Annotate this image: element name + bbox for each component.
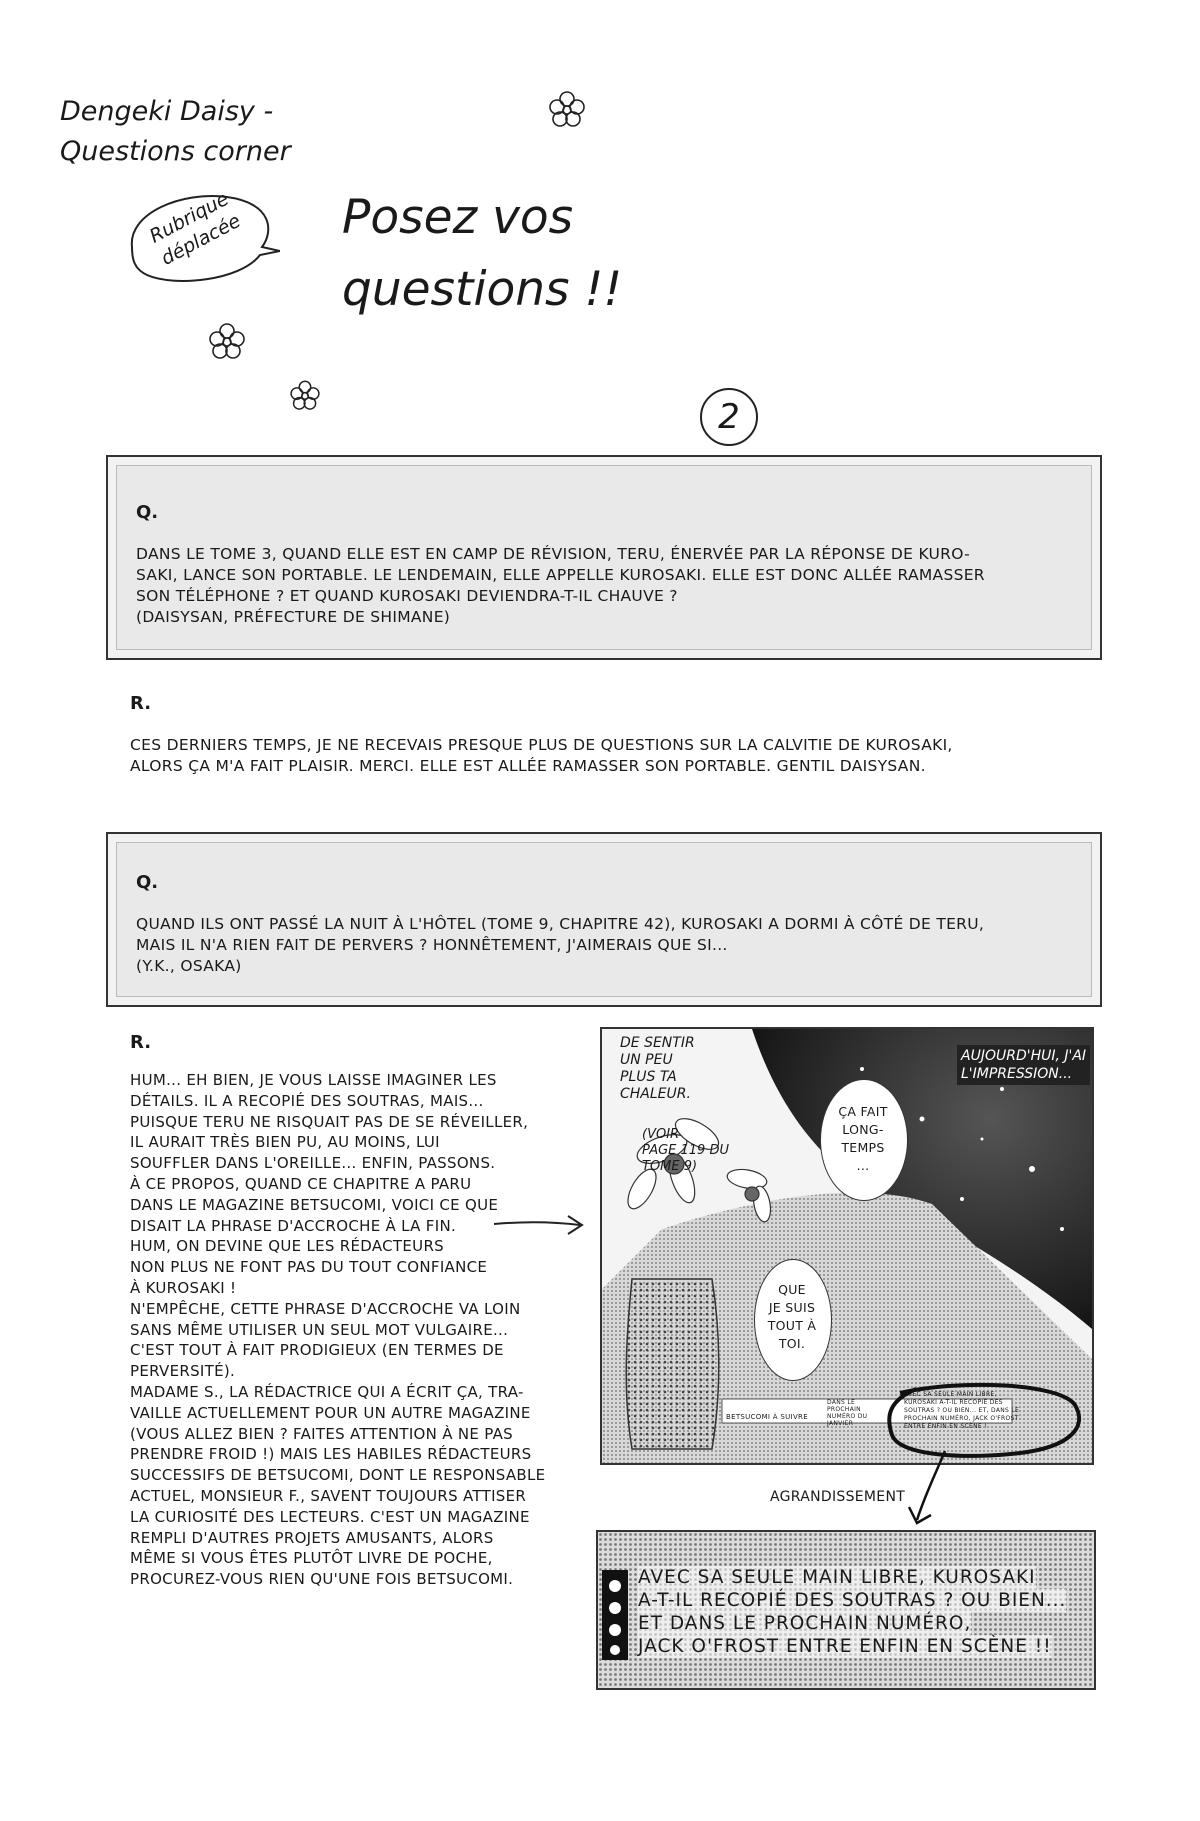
answer-line: C'EST TOUT À FAIT PRODIGIEUX (EN TERMES DE — [130, 1341, 504, 1360]
arrow-icon — [490, 1210, 590, 1240]
answer-line: PROCUREZ-VOUS RIEN QU'UNE FOIS BETSUCOMI. — [130, 1570, 514, 1589]
footer-line: AVEC SA SEULE MAIN LIBRE, — [904, 1391, 997, 1398]
question-line: QUAND ILS ONT PASSÉ LA NUIT À L'HÔTEL (TOME 9, CHAPITRE 42), KUROSAKI A DORMI À CÔTÉ DE TERU, — [136, 915, 985, 933]
question-label: Q. — [136, 872, 159, 893]
caption-line: PLUS TA — [620, 1069, 677, 1085]
flower-icon — [545, 88, 589, 132]
zoom-line: A-T-IL RECOPIÉ DES SOUTRAS ? OU BIEN... — [638, 1590, 1067, 1611]
caption-top-left — [620, 1035, 695, 1103]
answer-line: SOUFFLER DANS L'OREILLE... ENFIN, PASSONS. — [130, 1154, 496, 1173]
bubble-line: TOUT À — [767, 1318, 817, 1333]
panel-footer-mid — [827, 1399, 867, 1427]
caption-line: UN PEU — [620, 1052, 673, 1068]
question-line: MAIS IL N'A RIEN FAIT DE PERVERS ? HONNÊTEMENT, J'AIMERAIS QUE SI... — [136, 936, 728, 954]
caption-line: CHALEUR. — [620, 1086, 691, 1102]
note-line: (VOIR — [642, 1127, 680, 1142]
answer-line: VAILLE ACTUELLEMENT POUR UN AUTRE MAGAZINE — [130, 1403, 531, 1422]
answer-line: PUISQUE TERU NE RISQUAIT PAS DE SE RÉVEILLER, — [130, 1112, 529, 1131]
answer-text — [130, 735, 953, 777]
question-line: (Y.K., OSAKA) — [136, 957, 242, 975]
bubble-line: ... — [856, 1158, 870, 1173]
speech-bubble-text — [754, 1281, 830, 1353]
series-title — [60, 92, 291, 172]
footer-line: DANS LE — [827, 1399, 856, 1406]
zoom-line: JACK O'FROST ENTRE ENFIN EN SCÈNE !! — [638, 1636, 1052, 1657]
answer-line: REMPLI D'AUTRES PROJETS AMUSANTS, ALORS — [130, 1528, 494, 1547]
answer-line: CES DERNIERS TEMPS, JE NE RECEVAIS PRESQUE PLUS DE QUESTIONS SUR LA CALVITIE DE KUROSAKI, — [130, 736, 953, 754]
answer-line: ALORS ÇA M'A FAIT PLAISIR. MERCI. ELLE EST ALLÉE RAMASSER SON PORTABLE. GENTIL DAISYSAN. — [130, 757, 926, 775]
question-line: SAKI, LANCE SON PORTABLE. LE LENDEMAIN, ELLE APPELLE KUROSAKI. ELLE EST DONC ALLÉE RAMASSER — [136, 566, 985, 584]
bubble-line: LONG- — [842, 1122, 884, 1137]
arrow-icon — [905, 1445, 965, 1530]
answer-line: DANS LE MAGAZINE BETSUCOMI, VOICI CE QUE — [130, 1195, 499, 1214]
flower-icon — [205, 320, 249, 364]
question-line: DANS LE TOME 3, QUAND ELLE EST EN CAMP DE RÉVISION, TERU, ÉNERVÉE PAR LA RÉPONSE DE KURO- — [136, 545, 971, 563]
series-title-line1: Dengeki Daisy - — [60, 96, 274, 127]
answer-label: R. — [130, 1032, 152, 1053]
question-line: (DAISYSAN, PRÉFECTURE DE SHIMANE) — [136, 608, 451, 626]
answer-line: HUM, ON DEVINE QUE LES RÉDACTEURS — [130, 1237, 444, 1256]
footer-line: ENTRE ENFIN EN SCÈNE ! — [904, 1423, 987, 1430]
question-text — [136, 544, 985, 628]
question-label: Q. — [136, 502, 159, 523]
answer-line: À KUROSAKI ! — [130, 1278, 237, 1297]
footer-line: PROCHAIN — [827, 1406, 861, 1413]
see-note — [642, 1127, 729, 1175]
footer-line: JANVIER — [827, 1420, 854, 1427]
zoom-line: ET DANS LE PROCHAIN NUMÉRO, — [638, 1613, 972, 1634]
highlight-circle — [870, 1375, 1095, 1505]
answer-text — [130, 1070, 545, 1590]
footer-line: SOUTRAS ? OU BIEN... ET, DANS LE — [904, 1407, 1020, 1414]
answer-line: HUM... EH BIEN, JE VOUS LAISSE IMAGINER LES — [130, 1071, 497, 1089]
question-line: SON TÉLÉPHONE ? ET QUAND KUROSAKI DEVIENDRA-T-IL CHAUVE ? — [136, 587, 678, 605]
bubble-line: TOI. — [778, 1336, 806, 1351]
note-line: TOME 9) — [642, 1159, 698, 1174]
answer-line: IL AURAIT TRÈS BIEN PU, AU MOINS, LUI — [130, 1133, 440, 1152]
answer-line: LA CURIOSITÉ DES LECTEURS. C'EST UN MAGAZINE — [130, 1507, 530, 1526]
flower-icon — [287, 378, 323, 414]
page-title-line1: Posez vos — [342, 190, 574, 245]
caption-line: DE SENTIR — [620, 1035, 695, 1051]
panel-footer-left: BETSUCOMI À SUIVRE — [726, 1413, 808, 1421]
caption-line: L'IMPRESSION... — [961, 1066, 1073, 1082]
question-text — [136, 914, 984, 977]
footer-line: PROCHAIN NUMÉRO, JACK O'FROST — [904, 1415, 1019, 1422]
answer-line: ACTUEL, MONSIEUR F., SAVENT TOUJOURS ATTISER — [130, 1486, 527, 1505]
relocated-stamp: Rubrique déplacée — [145, 187, 245, 270]
answer-line: MADAME S., LA RÉDACTRICE QUI A ÉCRIT ÇA, TRA- — [130, 1382, 524, 1401]
bubble-line: ÇA FAIT — [838, 1104, 888, 1119]
note-line: PAGE 119 DU — [642, 1143, 729, 1158]
question-box — [106, 832, 1102, 1007]
zoom-text — [638, 1566, 1066, 1658]
bubble-line: QUE — [778, 1282, 806, 1297]
speech-bubble-text — [820, 1103, 906, 1175]
caption-top-right — [957, 1045, 1090, 1085]
bubble-line: JE SUIS — [768, 1300, 816, 1315]
answer-line: SUCCESSIFS DE BETSUCOMI, DONT LE RESPONSABLE — [130, 1466, 546, 1485]
answer-line: À CE PROPOS, QUAND CE CHAPITRE A PARU — [130, 1174, 472, 1193]
bubble-line: TEMPS — [841, 1140, 885, 1155]
zoom-box — [596, 1530, 1096, 1690]
series-title-line2: Questions corner — [60, 136, 291, 167]
answer-line: PERVERSITÉ). — [130, 1362, 236, 1381]
footer-line: NUMÉRO DU — [827, 1413, 868, 1420]
question-box — [106, 455, 1102, 660]
zoom-line: AVEC SA SEULE MAIN LIBRE, KUROSAKI — [638, 1567, 1036, 1588]
answer-line: (VOUS ALLEZ BIEN ? FAITES ATTENTION À NE PAS — [130, 1424, 513, 1443]
answer-line: MÊME SI VOUS ÊTES PLUTÔT LIVRE DE POCHE, — [130, 1549, 493, 1568]
footer-line: KUROSAKI A-T-IL RECOPIÉ DES — [904, 1399, 1003, 1406]
page-number: 2 — [700, 388, 758, 446]
page-title-line2: questions !! — [342, 262, 623, 317]
answer-line: PRENDRE FROID !) MAIS LES HABILES RÉDACTEURS — [130, 1445, 532, 1464]
answer-line: DISAIT LA PHRASE D'ACCROCHE À LA FIN. — [130, 1216, 457, 1235]
answer-label: R. — [130, 693, 152, 714]
zoom-label: AGRANDISSEMENT — [770, 1489, 906, 1505]
answer-line: NON PLUS NE FONT PAS DU TOUT CONFIANCE — [130, 1258, 488, 1277]
answer-line: N'EMPÊCHE, CETTE PHRASE D'ACCROCHE VA LOIN — [130, 1299, 521, 1318]
answer-line: SANS MÊME UTILISER UN SEUL MOT VULGAIRE... — [130, 1320, 509, 1339]
answer-line: DÉTAILS. IL A RECOPIÉ DES SOUTRAS, MAIS... — [130, 1091, 484, 1110]
caption-line: AUJOURD'HUI, J'AI — [961, 1048, 1087, 1064]
